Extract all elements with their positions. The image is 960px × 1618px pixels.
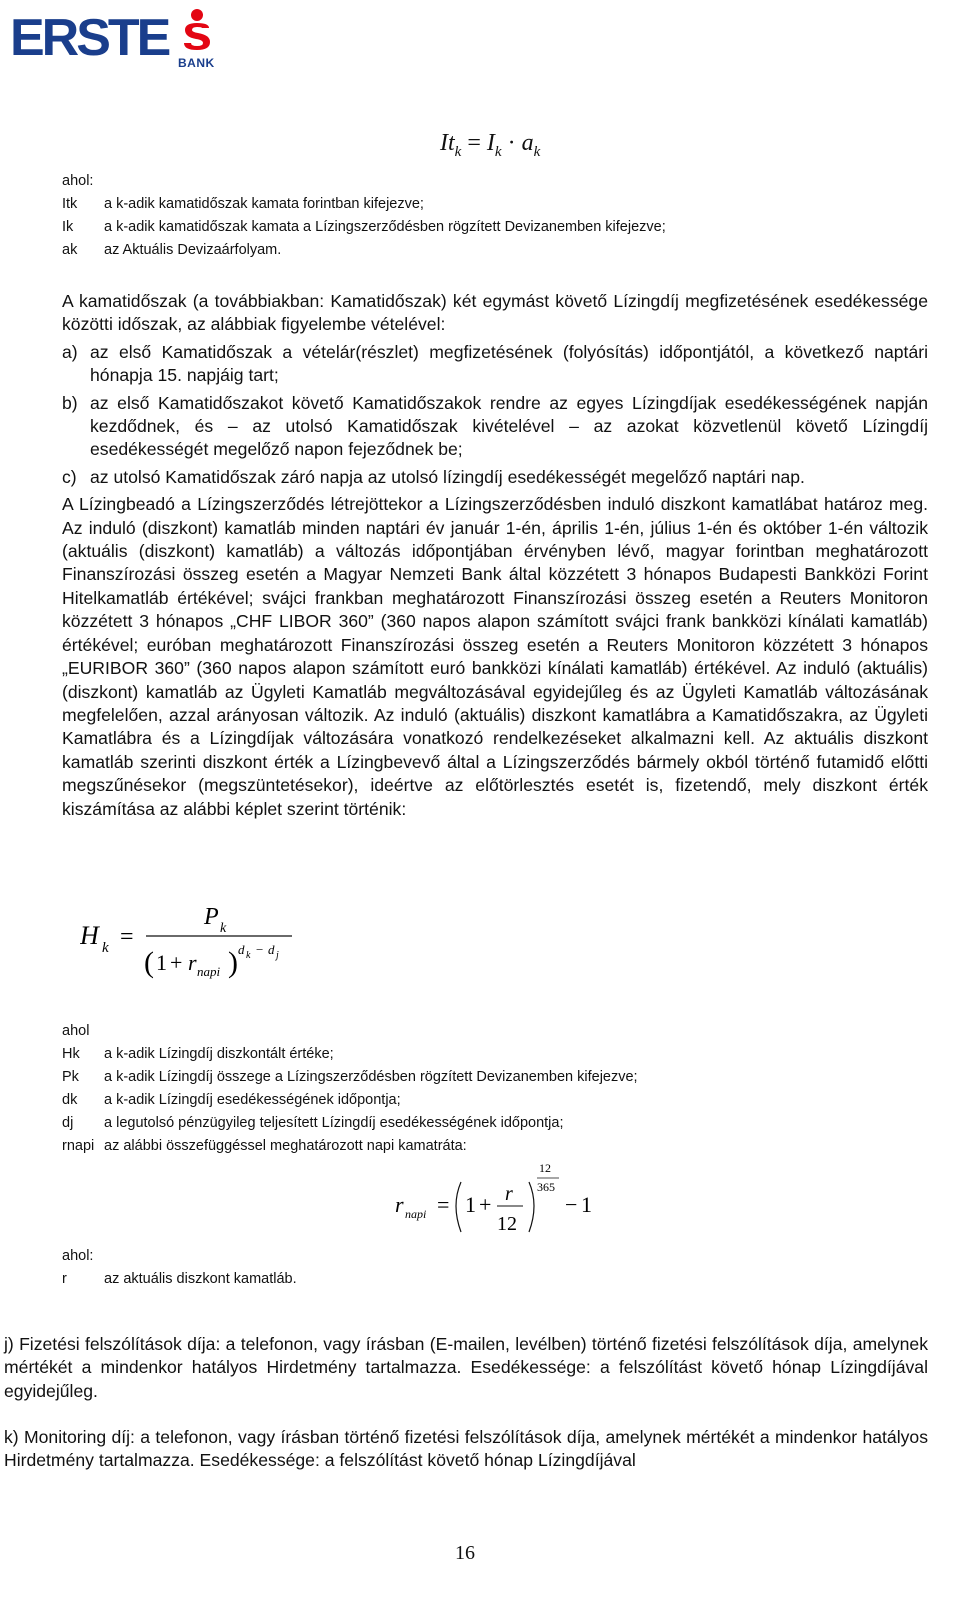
formula1-i: I (486, 130, 495, 156)
formula2-r: r (188, 950, 197, 975)
definition-term: ak (62, 242, 78, 258)
formula2-paren-open: ( (144, 946, 154, 979)
definition-desc: a k-adik kamatidőszak kamata a Lízingszerződésben rögzített Devizanemben kifejezve; (104, 219, 666, 235)
formula-interest-conversion (440, 130, 540, 161)
definitions-3-intro: ahol: (62, 1248, 94, 1264)
formula1-a-sub: k (533, 143, 541, 160)
definition-desc: a k-adik Lízingdíj összege a Lízingszerződésben rögzített Devizanemben kifejezve; (104, 1069, 638, 1085)
section-intro: A kamatidőszak (a továbbiakban: Kamatidőszak) két egymást követő Lízingdíj megfizetésének esedékessége közötti időszak, az alábbiak figyelembe vételével: (62, 291, 928, 335)
definition-term: rnapi (62, 1138, 95, 1154)
discount-rate-paragraph: A Lízingbeadó a Lízingszerződés létrejöttekor a Lízingszerződésben induló diszkont kamatlábat határoz meg. Az induló (diszkont) kamatláb minden naptári év január 1-én, április 1-én, július 1-én és október 1-én változik (aktuális (diszkont) kamatláb) a változás időpontjában érvényben lévő, magyar forintban meghatározott Finanszírozási összeg esetén a Magyar Nemzeti Bank által közzétett 3 hónapos Budapesti Bankközi Forint Hitelkamatláb értékével; svájci frankban meghatározott Finanszírozási összeg esetén a Reuters Monitoron közzétett 3 hónapos „CHF LIBOR 360” (360 napos alapon számított svájci frank bankközi kínálati kamatláb) értékével; euróban meghatározott Finanszírozási összeg esetén a Reuters Monitoron közzétett 3 hónapos „EURIBOR 360” (360 napos alapon számított euró bankközi kínálati kamatláb) értékével. Az induló (aktuális) (diszkont) kamatláb az Ügyleti Kamatláb megváltozásával egyidejűleg és az Ügyleti Kamatláb változásának megfelelően, azzal arányosan változik. Az induló (aktuális) diszkont kamatlábra a Kamatidőszakra, az Ügyleti Kamatlábra és a Lízingdíjak változására vonatkozó rendelkezéseket alkalmazni kell. Az aktuális diszkont kamatláb szerinti diszkont érték a Lízingbevevő által a Lízingszerződés bármely okból történő futamidő előtti megszűnésekor (megszüntetésekor), ideértve az előtörlesztés esetét is, fizetendő, mely diszkont érték kiszámítása az alábbi képlet szerint történik: (62, 494, 928, 819)
erste-bank-logo (10, 6, 215, 70)
formula1-i-sub: k (494, 143, 502, 160)
formula3-den: 12 (497, 1213, 517, 1235)
definition-desc: az Aktuális Devizaárfolyam. (104, 242, 282, 258)
definition-row (62, 1268, 297, 1291)
formula3-one: 1 (465, 1192, 476, 1217)
definition-desc: a k-adik kamatidőszak kamata forintban kifejezve; (104, 196, 424, 212)
definition-desc: az alábbi összefüggéssel meghatározott napi kamatráta: (104, 1138, 467, 1154)
formula1-eq: = (467, 130, 481, 156)
section-item-b (62, 392, 928, 462)
page-number: 16 (455, 1542, 475, 1564)
formula3-num: r (505, 1183, 513, 1205)
formula3-plus: + (479, 1192, 492, 1217)
formula3-tail: 1 (581, 1192, 592, 1217)
formula2-h: H (80, 921, 99, 950)
logo-bank-label: BANK (178, 56, 215, 70)
definition-term: Itk (62, 196, 78, 212)
formula3-exp-den: 365 (537, 1180, 555, 1194)
definition-desc: az aktuális diszkont kamatláb. (104, 1271, 297, 1287)
formula2-exp2: d (268, 942, 275, 957)
section-item-a (62, 341, 928, 388)
definition-row (62, 216, 666, 239)
definition-term: dj (62, 1115, 74, 1131)
paragraph-k (4, 1426, 928, 1473)
definitions-3 (62, 1245, 297, 1291)
definition-term: dk (62, 1092, 78, 1108)
formula3-paren-close (529, 1182, 534, 1232)
formula3-paren-open (456, 1182, 461, 1232)
formula3-eq: = (437, 1192, 450, 1217)
formula2-eq: = (120, 924, 134, 950)
definition-row (62, 1066, 638, 1089)
item-text: az utolsó Kamatidőszak záró napja az utolsó lízingdíj esedékességét megelőző naptári nap. (90, 466, 805, 487)
formula3-exp-num: 12 (539, 1161, 551, 1175)
definition-desc: a k-adik Lízingdíj esedékességének időpontja; (104, 1092, 401, 1108)
definition-row (62, 193, 666, 216)
formula-daily-rate (395, 1160, 615, 1240)
formula2-paren-close: ) (228, 946, 238, 979)
definitions-1-intro: ahol: (62, 173, 94, 189)
definition-desc: a legutolsó pénzügyileg teljesített Lízingdíj esedékességének időpontja; (104, 1115, 564, 1131)
formula3-minus: − (565, 1192, 578, 1217)
definitions-1 (62, 170, 666, 262)
definitions-2-intro: ahol (62, 1023, 90, 1039)
formula1-dot: · (507, 130, 516, 156)
formula2-exp1-sub: k (246, 950, 251, 961)
formula2-h-sub: k (102, 940, 109, 956)
definition-row (62, 1112, 638, 1135)
definition-term: Hk (62, 1046, 80, 1062)
definition-term: Pk (62, 1069, 79, 1085)
formula2-r-sub: napi (197, 964, 221, 979)
formula-discounted-value (80, 900, 340, 990)
definition-row (62, 1135, 638, 1158)
formula2-one: 1 (156, 950, 167, 975)
item-label: b) (62, 392, 78, 413)
formula2-num-sub: k (220, 921, 227, 936)
item-label: c) (62, 466, 77, 487)
definitions-2 (62, 1020, 638, 1158)
section-item-c (62, 466, 928, 489)
formula3-r: r (395, 1192, 404, 1217)
logo-symbol-icon (180, 8, 214, 54)
formula3-r-sub: napi (405, 1207, 427, 1221)
formula2-exp1: d (238, 942, 245, 957)
formula1-lhs-sub: k (454, 143, 462, 160)
paragraph-k-text: k) Monitoring díj: a telefonon, vagy írásban történő fizetési felszólítások díja, amelynek mértékét a mindenkor hatályos Hirdetmény tartalmazza. Esedékessége: a felszólítást követő hónap Lízingdíjával (4, 1427, 928, 1471)
definition-desc: a k-adik Lízingdíj diszkontált értéke; (104, 1046, 334, 1062)
formula2-minus: − (256, 942, 264, 957)
definition-row (62, 239, 666, 262)
interest-period-section (62, 290, 928, 821)
formula2-num: P (204, 904, 219, 930)
formula1-a: a (521, 130, 534, 156)
definition-row (62, 1043, 638, 1066)
formula1-lhs: It (440, 130, 455, 156)
paragraph-j-text: j) Fizetési felszólítások díja: a telefonon, vagy írásban (E-mailen, levélben) történő fizetési felszólítások díja, amelynek mértékét a mindenkor hatályos Hirdetmény tartalmazza. Esedékessége: a felszólítást követő hónap Lízingdíjával egyidejűleg. (4, 1334, 928, 1401)
logo-wordmark: ERSTE (10, 9, 169, 67)
item-label: a) (62, 341, 78, 362)
definition-term: Ik (62, 219, 74, 235)
item-text: az első Kamatidőszakot követő Kamatidőszakok rendre az egyes Lízingdíjak esedékességének napján kezdődnek, és – az utolsó Kamatidőszak kivételével – az azokat közvetlenül követő Lízingdíj esedékességét megelőző napon fejeződnek be; (90, 392, 928, 460)
formula2-exp2-sub: j (276, 950, 279, 961)
paragraph-j (4, 1333, 928, 1403)
formula2-plus: + (170, 950, 183, 975)
definition-row (62, 1089, 638, 1112)
definition-term: r (62, 1271, 67, 1287)
item-text: az első Kamatidőszak a vételár(részlet) megfizetésének (folyósítás) időpontjától, a következő naptári hónapja 15. napjáig tart; (90, 341, 928, 386)
